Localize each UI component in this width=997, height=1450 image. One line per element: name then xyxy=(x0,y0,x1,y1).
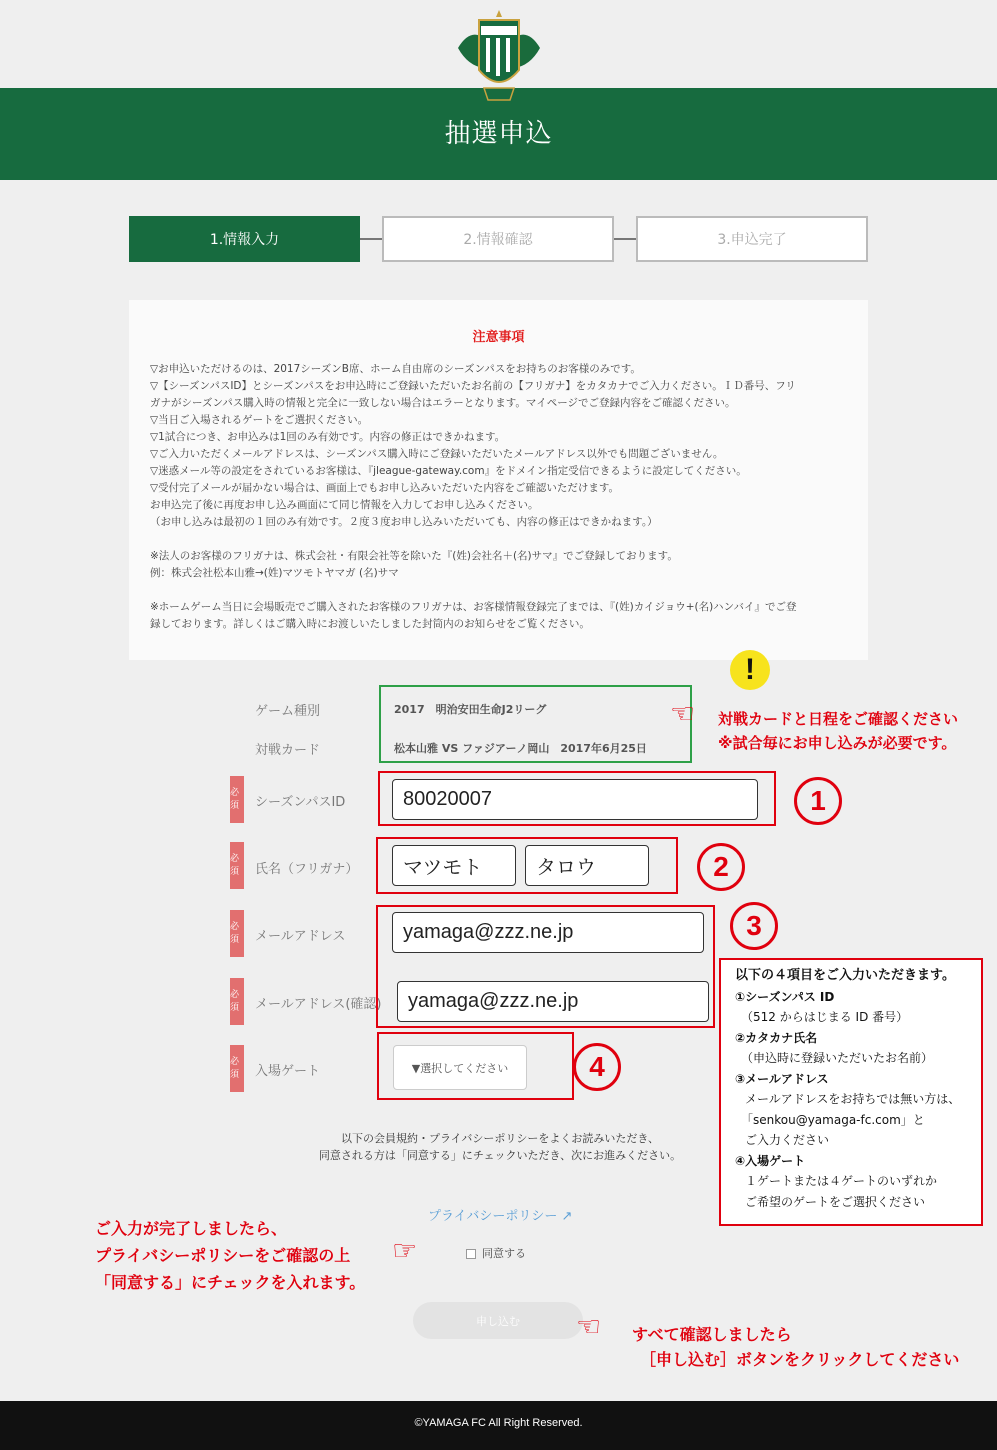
terms-line-2: 同意される方は「同意する」にチェックいただき、次にお進みください。 xyxy=(318,1149,682,1162)
game-type-label: ゲーム種別 xyxy=(255,704,321,719)
notice-line: ※法人のお客様のフリガナは、株式会社・有限会社等を除いた『(姓)会社名＋(名)サマ』でご登録しております。 xyxy=(150,550,678,562)
step-1-info-input: 1.情報入力 xyxy=(129,216,360,262)
instruction-title: 以下の４項目をご入力いただきます。 xyxy=(735,968,955,983)
submit-note-1: すべて確認しましたら xyxy=(632,1325,792,1344)
agree-note-1: ご入力が完了しましたら、 xyxy=(95,1219,288,1238)
instruction-box xyxy=(719,958,983,1226)
instruction-line: ②カタカナ氏名 xyxy=(735,1030,818,1045)
notice-line: ▽受付完了メールが届かない場合は、画面上でもお申し込みいただいた内容をご確認いただけます。 xyxy=(150,482,620,494)
required-badge: 必須 xyxy=(230,842,244,889)
step-number-2-icon: 2 xyxy=(697,843,745,891)
step-connector xyxy=(614,238,636,240)
submit-button[interactable]: 申し込む xyxy=(413,1302,583,1339)
entry-gate-label: 入場ゲート xyxy=(255,1064,321,1079)
page-title: 抽選申込 xyxy=(444,119,553,149)
instruction-line: ①シーズンパス ID xyxy=(735,989,835,1004)
notice-line: ※ホームゲーム当日に会場販売でご購入されたお客様のフリガナは、お客様情報登録完了までは、『(姓)カイジョウ+(名)ハンバイ』でご登 xyxy=(150,601,797,613)
required-badge: 必須 xyxy=(230,910,244,957)
step-number-1-icon: 1 xyxy=(794,777,842,825)
notice-line: ▽【シーズンパスID】とシーズンパスをお申込時にご登録いただいたお名前の【フリガナ】をカタカナでご入力ください。ＩＤ番号、フリ xyxy=(150,380,796,392)
notice-line: ▽当日ご入場されるゲートをご選択ください。 xyxy=(150,414,369,426)
footer-copyright: ©YAMAGA FC All Right Reserved. xyxy=(414,1417,583,1429)
card-note-2: ※試合毎にお申し込みが必要です。 xyxy=(718,734,957,752)
last-name-kana-input[interactable]: マツモト xyxy=(392,845,516,886)
instruction-line: 「senkou@yamaga-fc.com」と xyxy=(741,1112,925,1127)
instruction-line: （512 からはじまる ID 番号） xyxy=(741,1010,909,1024)
pointing-hand-icon: ☜ xyxy=(392,1234,418,1267)
terms-text xyxy=(300,1130,700,1164)
instruction-line: １ゲートまたは４ゲートのいずれか xyxy=(745,1174,938,1188)
game-type-value: 2017 明治安田生命J2リーグ xyxy=(394,703,547,716)
required-badge: 必須 xyxy=(230,776,244,823)
required-badge: 必須 xyxy=(230,1045,244,1092)
email-confirm-label: メールアドレス(確認) xyxy=(255,997,382,1012)
email-label: メールアドレス xyxy=(255,929,346,944)
first-name-kana-input[interactable]: タロウ xyxy=(525,845,649,886)
terms-line-1: 以下の会員規約・プライバシーポリシーをよくお読みいただき、 xyxy=(340,1132,659,1145)
notice-line: ▽ご入力いただくメールアドレスは、シーズンパス購入時にご登録いただいたメールアドレス以外でも問題ございません。 xyxy=(150,448,724,460)
notice-line xyxy=(150,531,855,548)
step-connector xyxy=(360,238,382,240)
instruction-line: ご入力ください xyxy=(745,1133,830,1147)
notice-line: ▽1試合につき、お申込みは1回のみ有効です。内容の修正はできかねます。 xyxy=(150,431,506,443)
privacy-policy-link[interactable]: プライバシーポリシー ↗ xyxy=(428,1209,573,1224)
email-input[interactable]: yamaga@zzz.ne.jp xyxy=(392,912,704,953)
instruction-line: メールアドレスをお持ちでは無い方は、 xyxy=(745,1092,961,1106)
step-2-info-confirm: 2.情報確認 xyxy=(382,216,614,262)
notice-line xyxy=(150,582,855,599)
email-confirm-input[interactable]: yamaga@zzz.ne.jp xyxy=(397,981,709,1022)
notice-line: 録しております。詳しくはご購入時にお渡しいたしました封筒内のお知らせをご覧ください。 xyxy=(150,618,590,630)
notice-line: ▽お申込いただけるのは、2017シーズンB席、ホーム自由席のシーズンパスをお持ちのお客様のみです。 xyxy=(150,363,641,375)
card-note-1: 対戦カードと日程をご確認ください xyxy=(718,710,959,728)
season-pass-input[interactable]: 80020007 xyxy=(392,779,758,820)
warning-exclamation-icon: ! xyxy=(730,650,770,690)
match-card-value: 松本山雅 VS ファジアーノ岡山 2017年6月25日 xyxy=(394,742,647,755)
agree-note-2: プライバシーポリシーをご確認の上 xyxy=(95,1246,351,1265)
instruction-line: （申込時に登録いただいたお名前） xyxy=(741,1051,934,1065)
entry-gate-select[interactable]: ▼選択してください xyxy=(393,1045,527,1090)
step-number-4-icon: 4 xyxy=(573,1043,621,1091)
agree-checkbox[interactable] xyxy=(466,1249,476,1259)
step-3-complete: 3.申込完了 xyxy=(636,216,868,262)
instruction-line: ③メールアドレス xyxy=(735,1071,829,1086)
match-card-label: 対戦カード xyxy=(255,743,321,758)
required-badge: 必須 xyxy=(230,978,244,1025)
season-pass-label: シーズンパスID xyxy=(255,795,346,810)
external-link-icon: ↗ xyxy=(561,1209,573,1224)
pointing-hand-icon: ☜ xyxy=(670,697,696,730)
name-kana-label: 氏名（フリガナ） xyxy=(255,862,359,877)
notice-line: お申込完了後に再度お申し込み画面にて同じ情報を入力してお申し込みください。 xyxy=(150,499,539,511)
agree-note-3: 「同意する」にチェックを入れます。 xyxy=(95,1273,366,1292)
instruction-line: ④入場ゲート xyxy=(735,1153,806,1168)
club-emblem-logo xyxy=(450,8,548,108)
notice-title: 注意事項 xyxy=(472,330,525,345)
step-number-3-icon: 3 xyxy=(730,902,778,950)
agree-label: 同意する xyxy=(482,1247,526,1260)
notice-line: ガナがシーズンパス購入時の情報と完全に一致しない場合はエラーとなります。マイページでご登録内容をご確認ください。 xyxy=(150,397,736,409)
instruction-line: ご希望のゲートをご選択ください xyxy=(745,1194,926,1209)
notice-text xyxy=(150,361,855,633)
notice-line: （お申し込みは最初の１回のみ有効です。２度３度お申し込みいただいても、内容の修正はできかねます。） xyxy=(150,516,658,528)
notice-line: ▽迷惑メール等の設定をされているお客様は、『jleague-gateway.com』をドメイン指定受信できるように設定してください。 xyxy=(150,465,747,477)
pointing-hand-icon: ☜ xyxy=(576,1310,602,1343)
notice-line: 例：株式会社松本山雅→(姓)マツモトヤマガ (名)サマ xyxy=(150,567,399,579)
submit-note-2: ［申し込む］ボタンをクリックしてください xyxy=(640,1350,960,1369)
